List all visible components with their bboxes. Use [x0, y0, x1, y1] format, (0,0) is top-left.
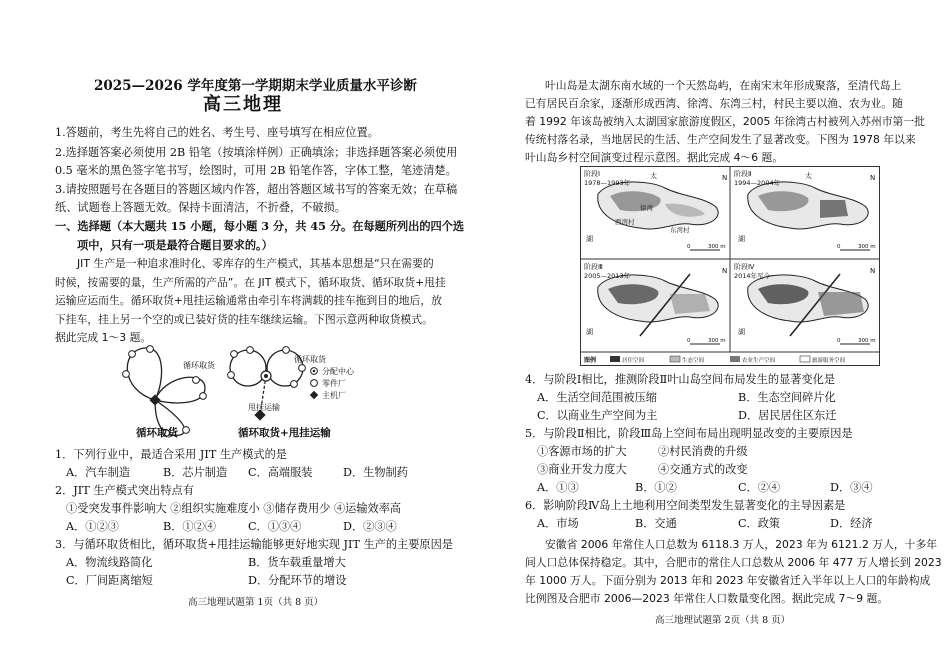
anhui-para-1: 安徽省 2006 年常住人口总数为 6118.3 万人，2023 年为 6121.2 万人，十多年 [545, 538, 938, 551]
q4-option-b[interactable]: B．生态空间碎片化 [738, 391, 836, 404]
q3-option-d[interactable]: D．分配环节的增设 [248, 574, 347, 587]
lake-label-2b: 湖 [738, 235, 745, 243]
dongwan-label: 东湾村 [670, 226, 690, 234]
page-footer-left: 高三地理试题第 1页（共 8 页） [188, 597, 324, 608]
instruction-3: 3.请按照题号在各题目的答题区域内作答，超出答题区域书写的答案无效；在草稿 [55, 183, 458, 196]
question-1: 1．下列行业中，最适合采用 JIT 生产模式的是 [55, 448, 287, 461]
instruction-3b: 纸、试题卷上答题无效。保持卡面清洁，不折叠，不破损。 [55, 201, 346, 214]
factory-node [299, 365, 306, 372]
jit-para-4: 下挂车，挂上另一个空的或已装好货的挂车继续运输。下图示意两种取货模式。 [55, 313, 433, 326]
caption-loop: 循环取货 [136, 427, 178, 439]
q5-option-c[interactable]: C．②④ [738, 481, 781, 494]
q3-option-c[interactable]: C．厂间距离缩短 [66, 574, 153, 587]
legend-ecological: 生态空间 [682, 358, 705, 364]
q2-option-d[interactable]: D．②③④ [343, 520, 397, 533]
jit-para-1: JIT 生产是一种追求准时化、零库存的生产模式，其基本思想是“只在需要的 [77, 257, 434, 270]
legend-main-plant: 主机厂 [322, 391, 346, 400]
section1-heading: 一、选择题（本大题共 15 小题，每小题 3 分，共 45 分。在每题所列出的四个选 [55, 219, 465, 233]
q5-item-3: ③商业开发力度大 [537, 463, 627, 476]
loop-pickup-nodes [123, 346, 207, 437]
scale-zero-1: 0 [687, 244, 691, 250]
lake-label-4b: 湖 [738, 328, 745, 336]
q5-option-a[interactable]: A．①③ [537, 481, 579, 494]
stage1-label: 阶段Ⅰ [584, 170, 601, 178]
factory-node [283, 347, 290, 354]
exam-subject: 高三地理 [203, 94, 283, 115]
factory-node [193, 377, 200, 384]
q1-option-c[interactable]: C．高端服装 [248, 466, 313, 479]
legend-title: 图例 [584, 357, 597, 364]
q6-option-d[interactable]: D．经济 [830, 517, 873, 530]
question-2: 2．JIT 生产模式突出特点有 [55, 484, 194, 497]
xiwan-label: 西湾村 [615, 218, 635, 226]
instruction-1: 1.答题前，考生先将自己的姓名、考生号、座号填写在相应位置。 [55, 126, 379, 139]
legend-agri-swatch [730, 356, 740, 362]
legend-agri: 农业生产空间 [742, 358, 776, 364]
legend-parts: 零件厂 [322, 379, 346, 388]
zone-4b [818, 292, 864, 316]
factory-node [228, 372, 235, 379]
jit-para-3: 运输应运而生。循环取货+甩挂运输通常由牵引车将满载的挂车拖到目的地后，放 [55, 294, 442, 307]
yeshan-island-map [580, 166, 880, 366]
page-footer-right: 高三地理试题第 2页（共 8 页） [655, 615, 791, 626]
main-plant-icon [149, 394, 160, 405]
q2-option-c[interactable]: C．①③④ [248, 520, 302, 533]
legend-distribution-dot [313, 370, 316, 373]
north-arrow-2: N [870, 174, 876, 182]
stage2-years: 1994—2004年 [734, 179, 781, 187]
q5-option-d[interactable]: D．③④ [830, 481, 873, 494]
factory-node [291, 381, 298, 388]
legend-distribution: 分配中心 [322, 367, 354, 376]
q1-option-d[interactable]: D．生物制药 [343, 466, 408, 479]
q6-option-a[interactable]: A．市场 [537, 517, 579, 530]
yeshan-intro-3: 着 1992 年该岛被纳入太湖国家旅游度假区，2005 年徐湾古村被列入苏州市第一批 [525, 115, 925, 128]
xuwan-label: 徐湾 [640, 204, 653, 212]
anhui-para-3: 年 1000 万人。下面分别为 2013 年和 2023 年安徽省迁入半年以上人口的年龄构成 [525, 574, 931, 587]
scale-label-3: 300 m [708, 338, 726, 344]
scale-label-1: 300 m [708, 244, 726, 250]
jit-para-5: 据此完成 1～3 题。 [55, 331, 152, 344]
stage1-years: 1978—1993年 [584, 179, 631, 187]
caption-loop-shuaigua: 循环取货+甩挂运输 [238, 427, 331, 439]
factory-node [147, 346, 154, 353]
q4-option-c[interactable]: C．以商业生产空间为主 [537, 409, 658, 422]
jit-para-2: 时候，按需要的量，生产所需的产品”。在 JIT 模式下，循环取货、循环取货+甩挂 [55, 276, 446, 289]
question-4: 4．与阶段Ⅰ相比，推测阶段Ⅱ叶山岛空间布局发生的显著变化是 [525, 373, 836, 386]
legend-ecological-swatch [670, 356, 680, 362]
q3-option-a[interactable]: A．物流线路简化 [66, 556, 153, 569]
lake-label-1b: 湖 [586, 235, 593, 243]
stage3-label: 阶段Ⅲ [584, 263, 603, 271]
section1-heading-2: 项中，只有一项是最符合题目要求的。） [77, 238, 273, 252]
distribution-center-dot [264, 374, 268, 378]
question-5: 5．与阶段Ⅱ相比，阶段Ⅲ岛上空间布局出现明显改变的主要原因是 [525, 427, 853, 440]
factory-node [231, 351, 238, 358]
factory-node [200, 393, 207, 400]
q4-option-d[interactable]: D．居民居住区东迁 [738, 409, 837, 422]
stage4-years: 2014年至今 [734, 272, 771, 280]
yeshan-intro-5: 叶山岛乡村空间演变过程示意图。据此完成 4～6 题。 [525, 151, 784, 164]
q5-item-2: ②村民消费的升级 [658, 445, 748, 458]
scale-zero-3: 0 [687, 338, 691, 344]
stage4-label: 阶段Ⅳ [734, 263, 755, 271]
scale-label-2: 300 m [858, 244, 876, 250]
q6-option-b[interactable]: B．交通 [635, 517, 677, 530]
scale-label-4: 300 m [858, 338, 876, 344]
north-arrow-4: N [870, 267, 876, 275]
label-loop2: 循环取货 [294, 355, 326, 364]
legend-tourism: 旅游服务空间 [812, 358, 846, 364]
q4-option-a[interactable]: A．生活空间范围被压缩 [537, 391, 657, 404]
lake-label-1: 太 [650, 172, 657, 180]
q5-option-b[interactable]: B．①② [635, 481, 677, 494]
legend-residential-swatch [610, 356, 620, 362]
legend-parts-icon [311, 380, 318, 387]
label-shuaigua: 甩挂运输 [248, 403, 280, 412]
instruction-2: 2.选择题答案必须使用 2B 铅笔（按填涂样例）正确填涂；非选择题答案必须使用 [55, 146, 458, 159]
legend-tourism-swatch [800, 356, 810, 362]
factory-node [183, 427, 190, 434]
question-6: 6．影响阶段Ⅳ岛上土地利用空间类型发生显著变化的主导因素是 [525, 499, 846, 512]
legend-main-plant-icon [310, 391, 318, 399]
q5-item-4: ④交通方式的改变 [658, 463, 748, 476]
yeshan-intro-2: 已有居民百余家，逐渐形成西湾、徐湾、东湾三村，村民主要以渔、农为业。随 [525, 97, 903, 110]
scale-zero-4: 0 [837, 338, 841, 344]
q2-items: ①受突发事件影响大 ②组织实施难度小 ③储存费用少 ④运输效率高 [66, 502, 402, 515]
q2-option-a[interactable]: A．①②③ [66, 520, 119, 533]
lake-label-3b: 湖 [586, 328, 593, 336]
instruction-2b: 0.5 毫米的黑色签字笔书写，绘图时，可用 2B 铅笔作答，字体工整，笔迹清楚。 [55, 164, 457, 177]
north-arrow-1: N [722, 174, 728, 182]
exam-title: 2025—2026 学年度第一学期期末学业质量水平诊断 [94, 78, 417, 94]
q5-item-1: ①客源市场的扩大 [537, 445, 627, 458]
legend-residential: 居住空间 [622, 358, 645, 364]
q2-option-b[interactable]: B．①②④ [163, 520, 216, 533]
q6-option-c[interactable]: C．政策 [738, 517, 781, 530]
anhui-para-2: 间人口总体保持稳定。其中，合肥市的常住人口总数从 2006 年 477 万人增长到 2023 [525, 556, 942, 569]
yeshan-intro-4: 传统村落名录，当地居民的生活、生产空间发生了显著改变。下图为 1978 年以来 [525, 133, 916, 146]
label-loop1: 循环取货 [183, 361, 215, 370]
q1-option-b[interactable]: B．芯片制造 [163, 466, 228, 479]
factory-node [247, 347, 254, 354]
stage2-label: 阶段Ⅱ [734, 170, 752, 178]
scale-zero-2: 0 [837, 244, 841, 250]
zone-3b [670, 294, 710, 314]
north-arrow-3: N [722, 267, 728, 275]
q1-option-a[interactable]: A．汽车制造 [66, 466, 131, 479]
question-3: 3．与循环取货相比，循环取货+甩挂运输能够更好地实现 JIT 生产的主要原因是 [55, 538, 453, 551]
factory-node [129, 351, 136, 358]
factory-node [123, 371, 130, 378]
stage3-years: 2005—2013年 [584, 272, 631, 280]
anhui-para-4: 比例图及合肥市 2006—2023 年常住人口数量变化图。据此完成 7～9 题。 [525, 592, 889, 605]
yeshan-intro-1: 叶山岛是太湖东南水域的一个天然岛屿，在南宋末年形成聚落，至清代岛上 [545, 79, 902, 92]
lake-label-2: 太 [805, 172, 812, 180]
zone-2b [820, 200, 848, 218]
q3-option-b[interactable]: B．货车载重量增大 [248, 556, 346, 569]
